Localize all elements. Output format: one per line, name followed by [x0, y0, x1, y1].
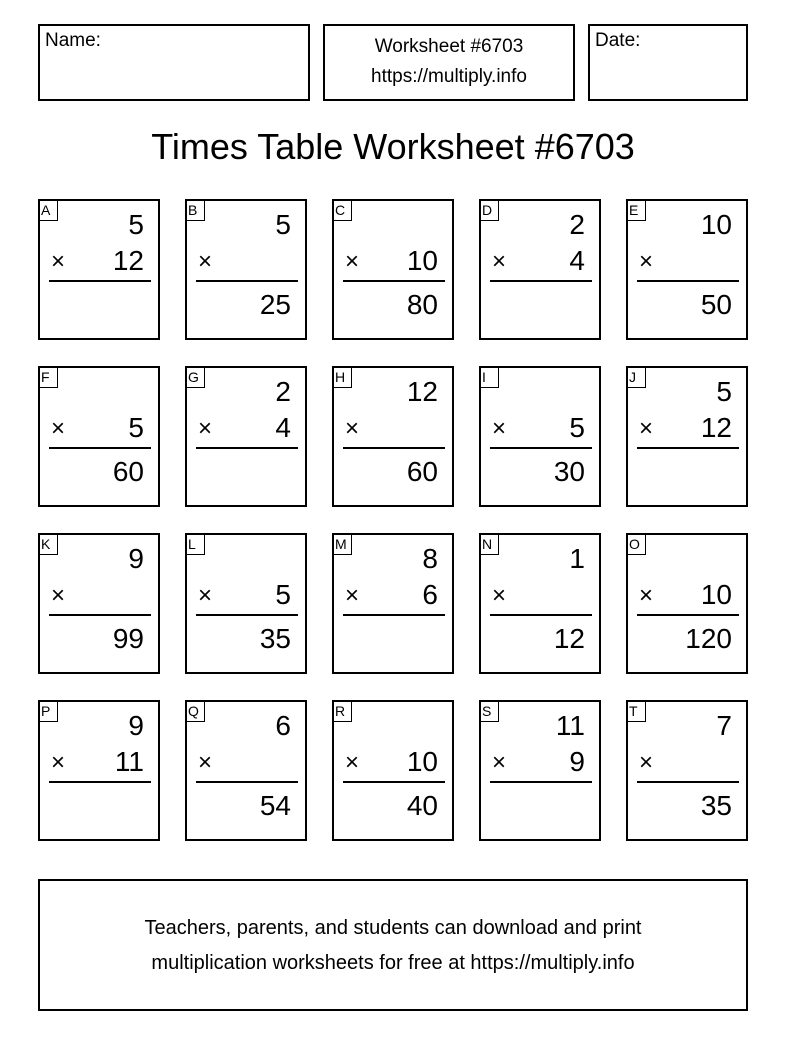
- problem-letter: G: [185, 366, 205, 388]
- times-symbol: ×: [198, 582, 213, 609]
- problem-top-number: 9: [128, 710, 144, 741]
- problem-answer: 99: [112, 623, 144, 654]
- problem-answer: 25: [259, 289, 291, 320]
- problem-top-number: 5: [128, 209, 144, 240]
- problem-cell[interactable]: [38, 533, 160, 674]
- worksheet-id: Worksheet #6703: [374, 36, 524, 57]
- times-symbol: ×: [345, 749, 360, 776]
- date-box[interactable]: [588, 24, 748, 101]
- problem-cell[interactable]: [185, 700, 307, 841]
- problem-letter: E: [626, 199, 646, 221]
- problem-answer: 30: [553, 456, 585, 487]
- problem-answer: 80: [406, 289, 438, 320]
- problem-cell[interactable]: [185, 199, 307, 340]
- problem-cell[interactable]: [479, 199, 601, 340]
- problem-bottom-number: 5: [275, 579, 291, 610]
- times-symbol: ×: [639, 415, 654, 442]
- problem-cell[interactable]: [332, 533, 454, 674]
- answer-rule: [49, 781, 151, 783]
- problem-cell[interactable]: [626, 199, 748, 340]
- times-symbol: ×: [639, 248, 654, 275]
- problem-letter: L: [185, 533, 205, 555]
- problem-top-number: 10: [700, 209, 732, 240]
- answer-rule: [637, 280, 739, 282]
- times-symbol: ×: [198, 415, 213, 442]
- problem-top-number: 5: [275, 209, 291, 240]
- problem-answer: 60: [406, 456, 438, 487]
- answer-rule: [343, 614, 445, 616]
- problem-cell[interactable]: [479, 700, 601, 841]
- answer-rule: [490, 447, 592, 449]
- answer-rule: [490, 280, 592, 282]
- problem-bottom-number: 12: [700, 412, 732, 443]
- problem-bottom-number: 10: [406, 746, 438, 777]
- answer-rule: [196, 280, 298, 282]
- problem-bottom-number: 4: [275, 412, 291, 443]
- times-symbol: ×: [345, 248, 360, 275]
- problem-top-number: 8: [422, 543, 438, 574]
- problem-bottom-number: 10: [700, 579, 732, 610]
- problem-bottom-number: 5: [569, 412, 585, 443]
- problem-top-number: 7: [716, 710, 732, 741]
- problem-letter: K: [38, 533, 58, 555]
- problem-answer: 54: [259, 790, 291, 821]
- times-symbol: ×: [51, 248, 66, 275]
- problem-letter: H: [332, 366, 352, 388]
- times-symbol: ×: [198, 248, 213, 275]
- problem-cell[interactable]: [626, 366, 748, 507]
- times-symbol: ×: [492, 248, 507, 275]
- answer-rule: [490, 614, 592, 616]
- problem-cell[interactable]: [332, 366, 454, 507]
- problem-letter: J: [626, 366, 646, 388]
- worksheet-info-box: [323, 24, 575, 101]
- problem-top-number: 12: [406, 376, 438, 407]
- problem-cell[interactable]: [626, 533, 748, 674]
- problem-letter: T: [626, 700, 646, 722]
- answer-rule: [196, 781, 298, 783]
- problem-answer: 50: [700, 289, 732, 320]
- problem-top-number: 5: [716, 376, 732, 407]
- times-symbol: ×: [492, 415, 507, 442]
- problem-answer: 35: [700, 790, 732, 821]
- answer-rule: [343, 781, 445, 783]
- problem-answer: 60: [112, 456, 144, 487]
- answer-rule: [637, 781, 739, 783]
- problem-bottom-number: 6: [422, 579, 438, 610]
- problem-letter: Q: [185, 700, 205, 722]
- footer-line-1: Teachers, parents, and students can download and print: [144, 917, 642, 939]
- answer-rule: [196, 614, 298, 616]
- problem-letter: I: [479, 366, 499, 388]
- footer-line-2: multiplication worksheets for free at https://multiply.info: [151, 952, 635, 974]
- problem-letter: C: [332, 199, 352, 221]
- name-label: Name:: [45, 30, 101, 51]
- problem-top-number: 9: [128, 543, 144, 574]
- answer-rule: [343, 447, 445, 449]
- problem-cell[interactable]: [332, 199, 454, 340]
- problem-cell[interactable]: [185, 533, 307, 674]
- problem-letter: O: [626, 533, 646, 555]
- problem-bottom-number: 4: [569, 245, 585, 276]
- answer-rule: [49, 280, 151, 282]
- problem-answer: 120: [685, 623, 732, 654]
- answer-rule: [637, 614, 739, 616]
- footer-box: [38, 879, 748, 1011]
- times-symbol: ×: [492, 582, 507, 609]
- times-symbol: ×: [198, 749, 213, 776]
- date-label: Date:: [595, 30, 641, 51]
- problem-answer: 40: [406, 790, 438, 821]
- problem-bottom-number: 9: [569, 746, 585, 777]
- problem-bottom-number: 12: [112, 245, 144, 276]
- problem-cell[interactable]: [479, 366, 601, 507]
- problem-bottom-number: 10: [406, 245, 438, 276]
- problem-letter: A: [38, 199, 58, 221]
- problem-bottom-number: 11: [114, 746, 144, 777]
- problem-letter: N: [479, 533, 499, 555]
- problem-letter: S: [479, 700, 499, 722]
- problem-letter: B: [185, 199, 205, 221]
- problem-letter: D: [479, 199, 499, 221]
- times-symbol: ×: [51, 582, 66, 609]
- answer-rule: [490, 781, 592, 783]
- times-symbol: ×: [51, 415, 66, 442]
- times-symbol: ×: [492, 749, 507, 776]
- page-title: Times Table Worksheet #6703: [151, 126, 635, 167]
- times-symbol: ×: [639, 749, 654, 776]
- problem-cell[interactable]: [626, 700, 748, 841]
- answer-rule: [196, 447, 298, 449]
- problem-letter: R: [332, 700, 352, 722]
- problem-top-number: 2: [569, 209, 585, 240]
- answer-rule: [49, 614, 151, 616]
- problem-letter: M: [332, 533, 352, 555]
- answer-rule: [49, 447, 151, 449]
- problem-top-number: 6: [275, 710, 291, 741]
- problem-letter: F: [38, 366, 58, 388]
- problem-cell[interactable]: [332, 700, 454, 841]
- problem-cell[interactable]: [479, 533, 601, 674]
- problem-cell[interactable]: [38, 199, 160, 340]
- problem-answer: 12: [553, 623, 585, 654]
- times-symbol: ×: [345, 582, 360, 609]
- problem-top-number: 11: [555, 710, 585, 741]
- problem-answer: 35: [259, 623, 291, 654]
- answer-rule: [637, 447, 739, 449]
- problem-letter: P: [38, 700, 58, 722]
- times-symbol: ×: [639, 582, 654, 609]
- times-symbol: ×: [345, 415, 360, 442]
- site-url: https://multiply.info: [371, 66, 527, 87]
- times-symbol: ×: [51, 749, 66, 776]
- problem-top-number: 2: [275, 376, 291, 407]
- answer-rule: [343, 280, 445, 282]
- problem-cell[interactable]: [38, 700, 160, 841]
- name-box[interactable]: [38, 24, 310, 101]
- problem-top-number: 1: [569, 543, 585, 574]
- problem-cell[interactable]: [185, 366, 307, 507]
- problem-cell[interactable]: [38, 366, 160, 507]
- problem-bottom-number: 5: [128, 412, 144, 443]
